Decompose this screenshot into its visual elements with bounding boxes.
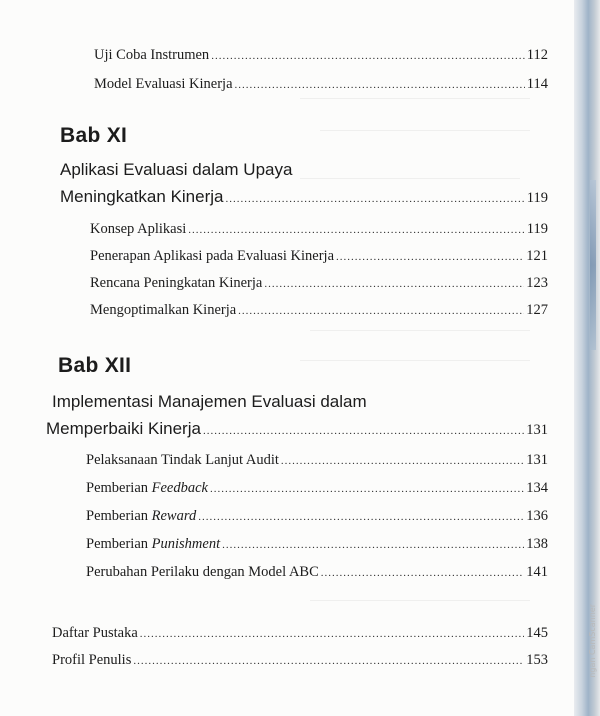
- scanner-watermark: ngan CamScanner: [588, 604, 597, 678]
- toc-entry-page: 145: [526, 625, 548, 641]
- toc-entry[interactable]: [94, 46, 548, 65]
- toc-entry-page: 112: [526, 47, 548, 63]
- label-text: Pemberian: [86, 508, 152, 524]
- toc-entry-label: [86, 507, 196, 525]
- label-emphasis: Reward: [151, 508, 197, 524]
- label-emphasis: Punishment: [151, 536, 221, 552]
- leader-dots: [235, 76, 525, 94]
- toc-entry-label: [86, 563, 319, 581]
- leader-dots: [210, 480, 524, 498]
- toc-entry[interactable]: [86, 563, 548, 582]
- label-text: Pemberian: [86, 536, 152, 552]
- toc-entry[interactable]: [86, 479, 548, 498]
- leader-dots: [203, 422, 524, 440]
- toc-entry[interactable]: [86, 451, 548, 470]
- leader-dots: [264, 275, 524, 293]
- toc-entry-page: 119: [526, 221, 548, 237]
- leader-dots: [238, 302, 524, 320]
- leader-dots: [222, 536, 524, 554]
- toc-entry[interactable]: [52, 651, 548, 670]
- chapter-heading: Bab XII: [58, 354, 132, 377]
- toc-entry-label: Uji Coba Instrumen: [94, 47, 210, 63]
- label-text: Pemberian: [86, 480, 152, 496]
- toc-entry-page: 134: [526, 480, 548, 496]
- toc-entry-label: [86, 451, 279, 469]
- toc-entry[interactable]: [86, 535, 548, 554]
- leader-dots: [336, 248, 524, 266]
- show-through-line: [310, 600, 530, 601]
- toc-entry[interactable]: [86, 507, 548, 526]
- toc-entry-label: Rencana Peningkatan Kinerja: [90, 275, 263, 291]
- toc-entry-label: [86, 479, 208, 497]
- toc-entry-label: Konsep Aplikasi: [90, 221, 187, 237]
- show-through-line: [300, 360, 530, 361]
- toc-entry-label: [86, 535, 220, 553]
- chapter-title: Aplikasi Evaluasi dalam Upaya: [60, 160, 293, 179]
- toc-entry[interactable]: [90, 274, 548, 293]
- toc-entry-label: Penerapan Aplikasi pada Evaluasi Kinerja: [90, 248, 335, 264]
- chapter-title-line: Meningkatkan Kinerja: [60, 187, 224, 206]
- show-through-line: [300, 98, 530, 99]
- chapter-title-line: Memperbaiki Kinerja: [46, 419, 201, 438]
- binding-shadow: [590, 180, 596, 350]
- label-emphasis: Feedback: [151, 480, 208, 496]
- toc-entry-page: 114: [526, 76, 548, 92]
- toc-entry[interactable]: [90, 247, 548, 266]
- show-through-line: [300, 178, 520, 179]
- toc-entry-label: Mengoptimalkan Kinerja: [90, 302, 237, 318]
- toc-entry-page: 127: [526, 302, 548, 318]
- toc-entry[interactable]: [90, 220, 548, 239]
- show-through-line: [320, 130, 530, 131]
- leader-dots: [321, 564, 524, 582]
- leader-dots: [140, 625, 524, 643]
- toc-entry-page: 153: [526, 652, 548, 668]
- leader-dots: [225, 190, 524, 208]
- toc-entry-page: 138: [526, 536, 548, 552]
- toc-entry-page: 123: [526, 275, 548, 291]
- toc-entry-page: 121: [526, 248, 548, 264]
- toc-entry-label: Daftar Pustaka: [52, 625, 138, 641]
- toc-entry-page: 119: [526, 190, 548, 206]
- toc-entry-page: 136: [526, 508, 548, 524]
- show-through-line: [310, 330, 530, 331]
- chapter-title-entry[interactable]: [46, 420, 548, 440]
- chapter-title-entry[interactable]: [60, 188, 548, 208]
- leader-dots: [188, 221, 525, 239]
- toc-entry[interactable]: [90, 301, 548, 320]
- toc-entry-page: 131: [526, 422, 548, 438]
- leader-dots: [198, 508, 524, 526]
- label-text: Pelaksanaan Tindak Lanjut Audit: [86, 452, 279, 468]
- chapter-heading: Bab XI: [60, 124, 128, 147]
- leader-dots: [281, 452, 524, 470]
- toc-entry-page: 141: [526, 564, 548, 580]
- toc-entry[interactable]: [94, 75, 548, 94]
- toc-entry-label: Profil Penulis: [52, 652, 132, 668]
- leader-dots: [211, 47, 525, 65]
- toc-entry-label: Model Evaluasi Kinerja: [94, 76, 233, 92]
- leader-dots: [133, 652, 524, 670]
- label-text: Perubahan Perilaku dengan Model ABC: [86, 564, 319, 580]
- toc-entry[interactable]: [52, 624, 548, 643]
- toc-entry-page: 131: [526, 452, 548, 468]
- chapter-title: Implementasi Manajemen Evaluasi dalam: [52, 392, 367, 411]
